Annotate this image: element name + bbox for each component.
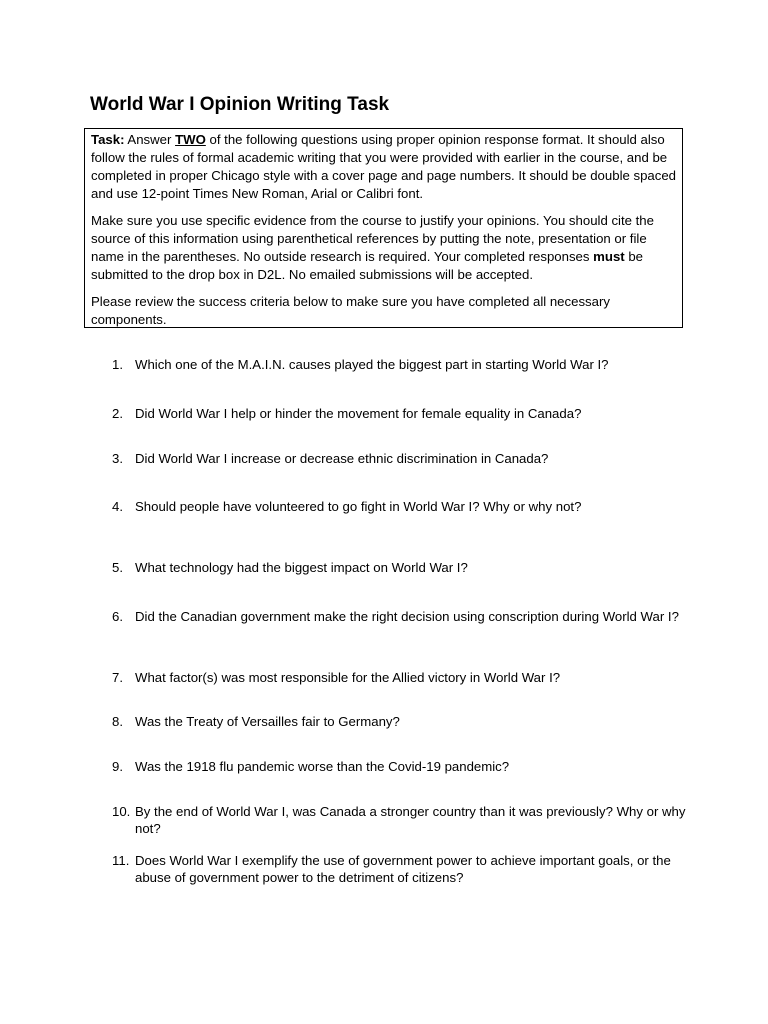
question-item — [112, 450, 687, 467]
task-text-before: Answer — [124, 132, 176, 147]
document-title: World War I Opinion Writing Task — [90, 94, 390, 115]
task-label: Task: — [91, 132, 125, 147]
question-item — [112, 498, 687, 515]
question-text: Did World War I help or hinder the movement for female equality in Canada? — [135, 406, 582, 421]
question-text: Which one of the M.A.I.N. causes played the biggest part in starting World War I? — [135, 357, 609, 372]
question-text: Was the Treaty of Versailles fair to Germany? — [135, 714, 400, 729]
question-number: 10. — [112, 804, 131, 819]
question-item — [112, 758, 687, 775]
question-text: What technology had the biggest impact on World War I? — [135, 560, 468, 575]
question-item — [112, 405, 687, 422]
question-item — [112, 713, 687, 730]
question-number: 3. — [112, 451, 123, 466]
question-item — [112, 559, 687, 576]
task-paragraph-2 — [91, 212, 676, 284]
task-emphasis-two: TWO — [175, 132, 206, 147]
question-text: Did World War I increase or decrease ethnic discrimination in Canada? — [135, 451, 549, 466]
question-text: What factor(s) was most responsible for the Allied victory in World War I? — [135, 670, 561, 685]
question-item — [112, 356, 687, 373]
question-number: 2. — [112, 406, 123, 421]
question-text: Did the Canadian government make the right decision using conscription during World War I? — [135, 609, 679, 624]
question-item — [112, 852, 687, 886]
question-text: Should people have volunteered to go fight in World War I? Why or why not? — [135, 499, 582, 514]
question-item — [112, 803, 687, 837]
question-number: 8. — [112, 714, 123, 729]
task-text-after: of the following questions using proper opinion response format. It should also follow the rules of formal academic writing that you were provided with earlier in the course, and be completed in proper Chicago style with a cover page and page numbers. It should be double spaced and use 12-point Times New Roman, Arial or Calibri font. — [91, 132, 677, 201]
question-number: 1. — [112, 357, 123, 372]
question-number: 11. — [112, 853, 130, 868]
task-instructions-box — [84, 128, 683, 328]
question-item — [112, 669, 687, 686]
question-number: 7. — [112, 670, 123, 685]
question-text: Does World War I exemplify the use of government power to achieve important goals, or the abuse of government power to the detriment of citizens? — [135, 853, 671, 885]
question-text: Was the 1918 flu pandemic worse than the Covid-19 pandemic? — [135, 759, 510, 774]
evidence-emphasis-must: must — [593, 249, 625, 264]
question-number: 4. — [112, 499, 123, 514]
question-number: 5. — [112, 560, 123, 575]
question-number: 9. — [112, 759, 123, 774]
task-paragraph-3: Please review the success criteria below to make sure you have completed all necessary components. — [91, 294, 610, 327]
question-number: 6. — [112, 609, 123, 624]
evidence-text-before: Make sure you use specific evidence from the course to justify your opinions. You should cite the source of this information using parenthetical references by putting the note, presentation or file name in the parentheses. No outside research is required. Your completed responses — [91, 213, 654, 264]
evidence-text-after: be submitted to the drop box in D2L. No emailed submissions will be accepted. — [91, 249, 644, 282]
question-text: By the end of World War I, was Canada a stronger country than it was previously? Why or why not? — [135, 804, 686, 836]
question-item — [112, 608, 687, 625]
task-paragraph-1 — [91, 131, 676, 203]
